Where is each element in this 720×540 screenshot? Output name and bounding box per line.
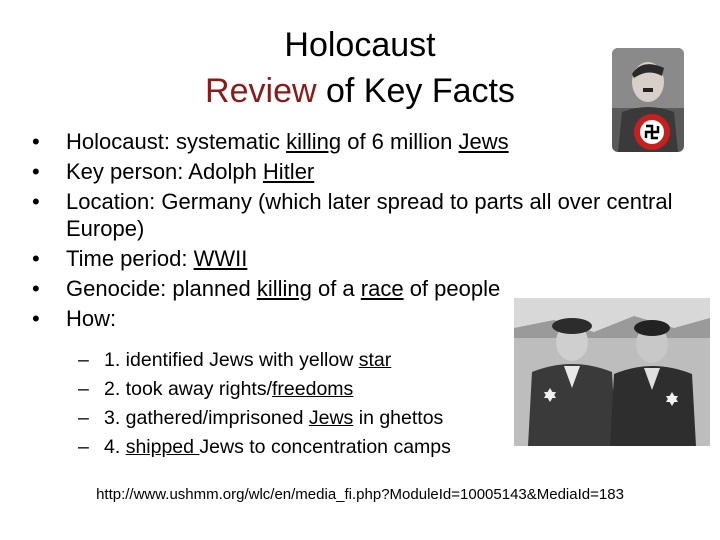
slide-title	[150, 22, 570, 114]
bullet-item	[20, 188, 690, 242]
text-run: 4.	[104, 436, 126, 458]
text-run: Holocaust: systematic	[66, 129, 287, 154]
underlined-text: star	[358, 349, 392, 371]
text-run: Time period:	[66, 246, 194, 271]
underlined-text: killing	[286, 129, 342, 154]
text-run: Jews to concentration camps	[199, 436, 451, 458]
underlined-text: Jews	[458, 129, 509, 154]
title-line-1: Holocaust	[284, 26, 436, 64]
text-run: 2. took away rights/	[104, 378, 272, 400]
bullet-icon: •	[32, 159, 40, 184]
bullet-icon: •	[32, 306, 40, 331]
sub-item	[78, 433, 508, 462]
underlined-text: shipped	[125, 436, 200, 458]
text-run: of a	[311, 276, 361, 301]
bullet-item	[20, 158, 690, 185]
text-run: of people	[403, 276, 501, 301]
underlined-text: Hitler	[262, 159, 315, 184]
sub-item	[78, 404, 508, 433]
text-run: of 6 million	[341, 129, 459, 154]
text-run: 1. identified Jews with yellow	[104, 349, 359, 371]
source-url[interactable]: http://www.ushmm.org/wlc/en/media_fi.php?ModuleId=10005143&MediaId=183	[96, 486, 624, 503]
text-run: 3. gathered/imprisoned	[104, 407, 309, 429]
bullet-item	[20, 275, 690, 302]
text-run: Key person: Adolph	[66, 159, 263, 184]
bullet-icon: •	[32, 276, 40, 301]
title-rest: of Key Facts	[316, 72, 515, 110]
dash-icon: –	[78, 407, 89, 429]
text-run: Genocide: planned	[66, 276, 257, 301]
title-accent: Review	[205, 72, 317, 110]
bullet-icon: •	[32, 129, 40, 154]
underlined-text: WWII	[193, 246, 248, 271]
sub-list	[78, 346, 508, 462]
bullet-item	[20, 128, 690, 155]
bullet-item	[20, 305, 690, 332]
dash-icon: –	[78, 378, 89, 400]
text-run: in ghettos	[353, 407, 444, 429]
sub-item	[78, 375, 508, 404]
bullet-item	[20, 245, 690, 272]
sub-item	[78, 346, 508, 375]
underlined-text: killing	[256, 276, 312, 301]
text-run: How:	[66, 306, 117, 331]
bullet-icon: •	[32, 189, 40, 214]
dash-icon: –	[78, 436, 89, 458]
underlined-text: Jews	[308, 407, 354, 429]
text-run: Location: Germany (which later spread to parts all over central Europe)	[66, 189, 673, 241]
underlined-text: race	[360, 276, 404, 301]
bullet-list	[20, 128, 690, 335]
dash-icon: –	[78, 349, 89, 371]
bullet-icon: •	[32, 246, 40, 271]
underlined-text: freedoms	[272, 378, 354, 400]
title-line-2	[150, 68, 570, 114]
